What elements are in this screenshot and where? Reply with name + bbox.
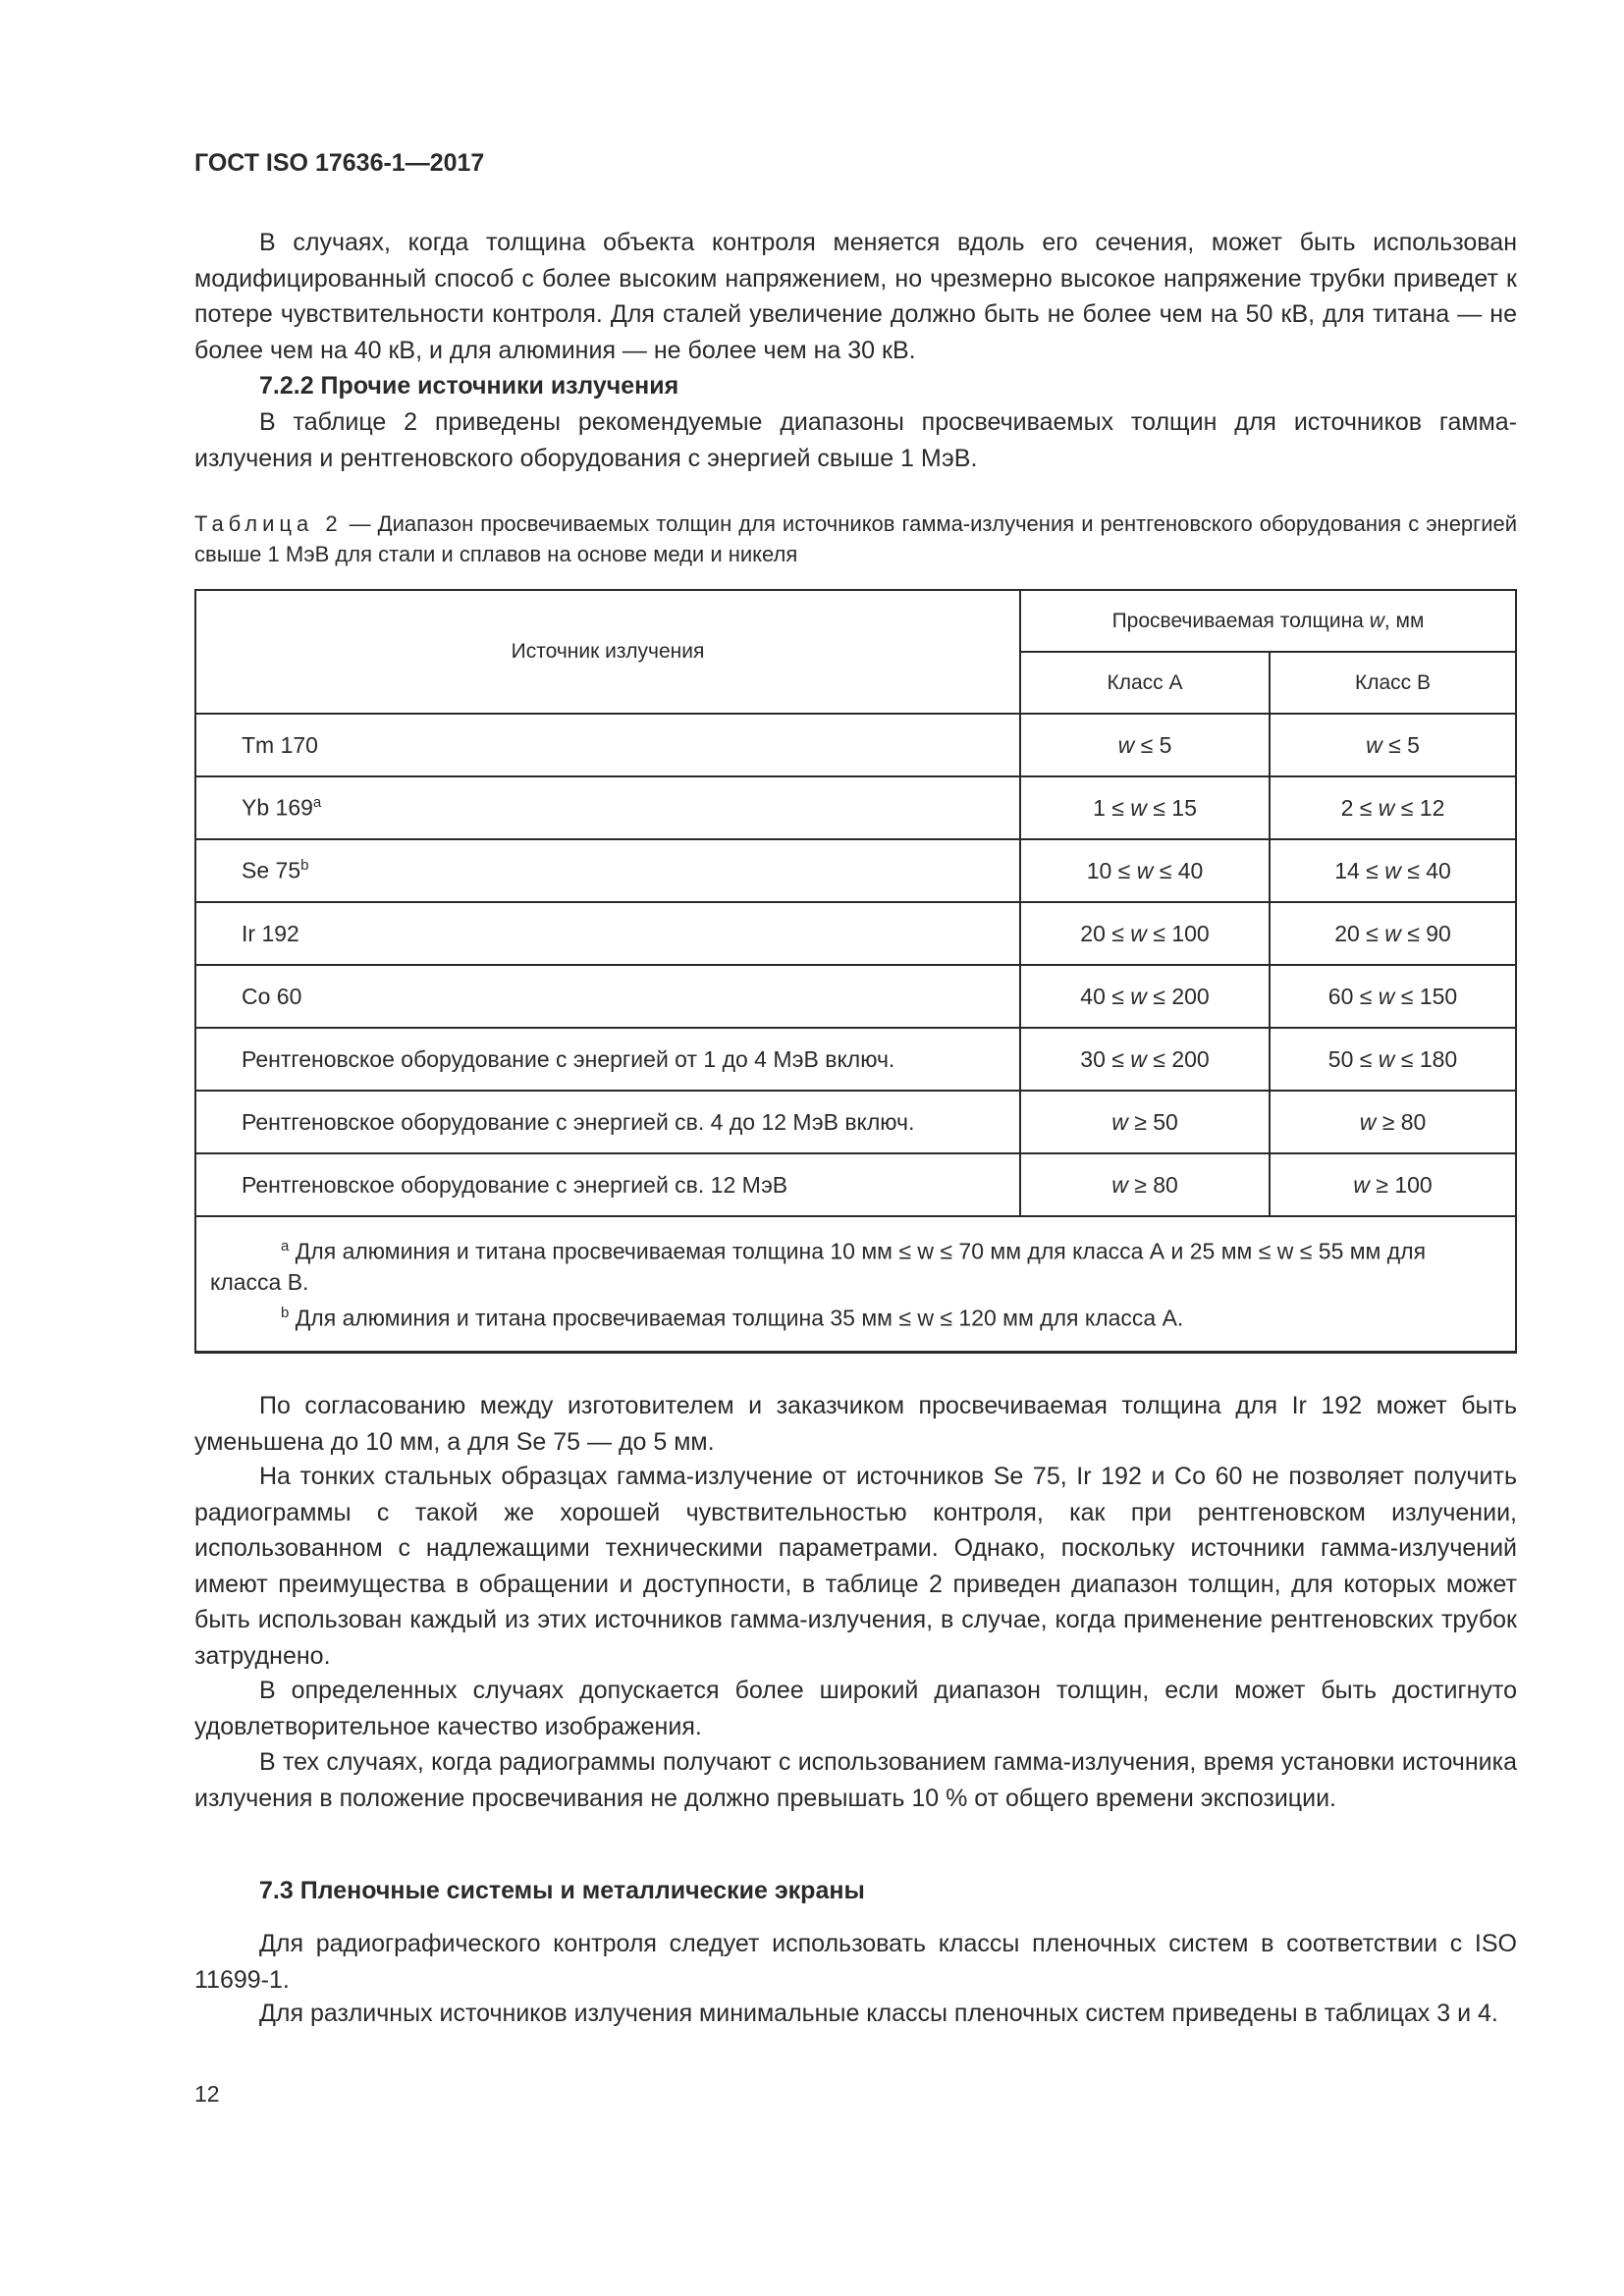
cell-class-b: 20 ≤ w ≤ 90 — [1270, 902, 1516, 965]
source-name: Рентгеновское оборудование с энергией св. 4 до 12 МэВ включ. — [242, 1108, 915, 1135]
table-row — [195, 965, 1516, 1028]
table-row — [195, 1028, 1516, 1091]
paragraph: Для радиографического контроля следует использовать классы пленочных систем в соответствии с ISO 11699-1. — [194, 1930, 1517, 1994]
header-thickness: Просвечиваемая толщина w, мм — [1020, 590, 1516, 652]
table-row — [195, 902, 1516, 965]
cell-class-b: 14 ≤ w ≤ 40 — [1270, 839, 1516, 902]
source-name: Tm 170 — [242, 731, 318, 758]
page-number: 12 — [194, 2081, 220, 2107]
table-row — [195, 776, 1516, 839]
cell-class-b: w ≥ 80 — [1270, 1091, 1516, 1153]
footnote-text: Для алюминия и титана просвечиваемая толщина 35 мм ≤ w ≤ 120 мм для класса А. — [289, 1305, 1184, 1331]
header-source: Источник излучения — [195, 590, 1020, 714]
footnote-a — [210, 1231, 1501, 1298]
cell-class-a: 1 ≤ w ≤ 15 — [1020, 776, 1270, 839]
cell-class-a: 30 ≤ w ≤ 200 — [1020, 1028, 1270, 1091]
footnote-b — [210, 1298, 1501, 1334]
footnote-mark: a — [281, 1238, 290, 1255]
footnote-mark: b — [281, 1304, 290, 1321]
cell-class-b: w ≤ 5 — [1270, 714, 1516, 776]
cell-class-a: 20 ≤ w ≤ 100 — [1020, 902, 1270, 965]
document-header: ГОСТ ISO 17636-1—2017 — [194, 149, 485, 177]
cell-source — [195, 965, 1020, 1028]
cell-class-a: w ≤ 5 — [1020, 714, 1270, 776]
cell-class-b: 2 ≤ w ≤ 12 — [1270, 776, 1516, 839]
table-footnotes — [195, 1216, 1516, 1353]
cell-source — [195, 776, 1020, 839]
section-heading-7-2-2: 7.2.2 Прочие источники излучения — [259, 372, 679, 400]
cell-class-b: 60 ≤ w ≤ 150 — [1270, 965, 1516, 1028]
cell-source — [195, 902, 1020, 965]
cell-class-b: w ≥ 100 — [1270, 1153, 1516, 1216]
source-name: Co 60 — [242, 983, 302, 1009]
footnote-ref: a — [312, 794, 322, 812]
table-row — [195, 1153, 1516, 1216]
source-name: Yb 169 — [242, 794, 313, 821]
header-class-b: Класс В — [1270, 652, 1516, 714]
table-row — [195, 839, 1516, 902]
paragraph: На тонких стальных образцах гамма-излучение от источников Se 75, Ir 192 и Co 60 не позволяет получить радиограммы с такой же хорошей чувствительностью контроля, как при рентгеновском излучении, использованном с надлежащими техническими параметрами. Однако, поскольку источники гамма-излучений имеют преимущества в обращении и доступности, в таблице 2 приведен диапазон толщин, для которых может быть использован каждый из этих источников гамма-излучения, в случае, когда применение рентгеновских трубок затруднено. — [194, 1463, 1517, 1670]
cell-source — [195, 1153, 1020, 1216]
table-caption — [194, 508, 1517, 569]
footnote-ref: b — [300, 857, 309, 875]
table-caption-label: Таблица 2 — [194, 511, 343, 536]
table-row — [195, 714, 1516, 776]
cell-source — [195, 714, 1020, 776]
table-row — [195, 1091, 1516, 1153]
paragraph: В тех случаях, когда радиограммы получают с использованием гамма-излучения, время установки источника излучения в положение просвечивания не должно превышать 10 % от общего времени экспозиции. — [194, 1748, 1517, 1812]
paragraph: В таблице 2 приведены рекомендуемые диапазоны просвечиваемых толщин для источников гамма-излучения и рентгеновского оборудования с энергией свыше 1 МэВ. — [194, 408, 1517, 472]
paragraph: В случаях, когда толщина объекта контроля меняется вдоль его сечения, может быть использован модифицированный способ с более высоким напряжением, но чрезмерно высокое напряжение трубки приведет к потере чувствительности контроля. Для сталей увеличение должно быть не более чем на 50 кВ, для титана — не более чем на 40 кВ, и для алюминия — не более чем на 30 кВ. — [194, 229, 1517, 364]
source-name: Рентгеновское оборудование с энергией св. 12 МэВ — [242, 1171, 788, 1198]
cell-source — [195, 1091, 1020, 1153]
source-name: Se 75 — [242, 857, 301, 883]
source-name: Рентгеновское оборудование с энергией от 1 до 4 МэВ включ. — [242, 1045, 895, 1072]
cell-class-a: 10 ≤ w ≤ 40 — [1020, 839, 1270, 902]
cell-source — [195, 839, 1020, 902]
paragraph: Для различных источников излучения минимальные классы пленочных систем приведены в таблицах 3 и 4. — [259, 2000, 1498, 2027]
cell-source — [195, 1028, 1020, 1091]
paragraph: По согласованию между изготовителем и заказчиком просвечиваемая толщина для Ir 192 может быть уменьшена до 10 мм, а для Se 75 — до 5 мм. — [194, 1392, 1517, 1456]
section-heading-7-3: 7.3 Пленочные системы и металлические экраны — [259, 1877, 865, 1904]
cell-class-a: w ≥ 80 — [1020, 1153, 1270, 1216]
source-name: Ir 192 — [242, 920, 299, 946]
footnote-text: Для алюминия и титана просвечиваемая толщина 10 мм ≤ w ≤ 70 мм для класса А и 25 мм ≤ w ≤ 55 мм для класса В. — [210, 1238, 1427, 1295]
header-class-a: Класс А — [1020, 652, 1270, 714]
cell-class-a: 40 ≤ w ≤ 200 — [1020, 965, 1270, 1028]
paragraph: В определенных случаях допускается более широкий диапазон толщин, если может быть достигнуто удовлетворительное качество изображения. — [194, 1677, 1517, 1740]
cell-class-b: 50 ≤ w ≤ 180 — [1270, 1028, 1516, 1091]
thickness-table — [194, 589, 1517, 1354]
table-caption-text: — Диапазон просвечиваемых толщин для источников гамма-излучения и рентгеновского оборудования с энергией свыше 1 МэВ для стали и сплавов на основе меди и никеля — [194, 511, 1518, 566]
cell-class-a: w ≥ 50 — [1020, 1091, 1270, 1153]
